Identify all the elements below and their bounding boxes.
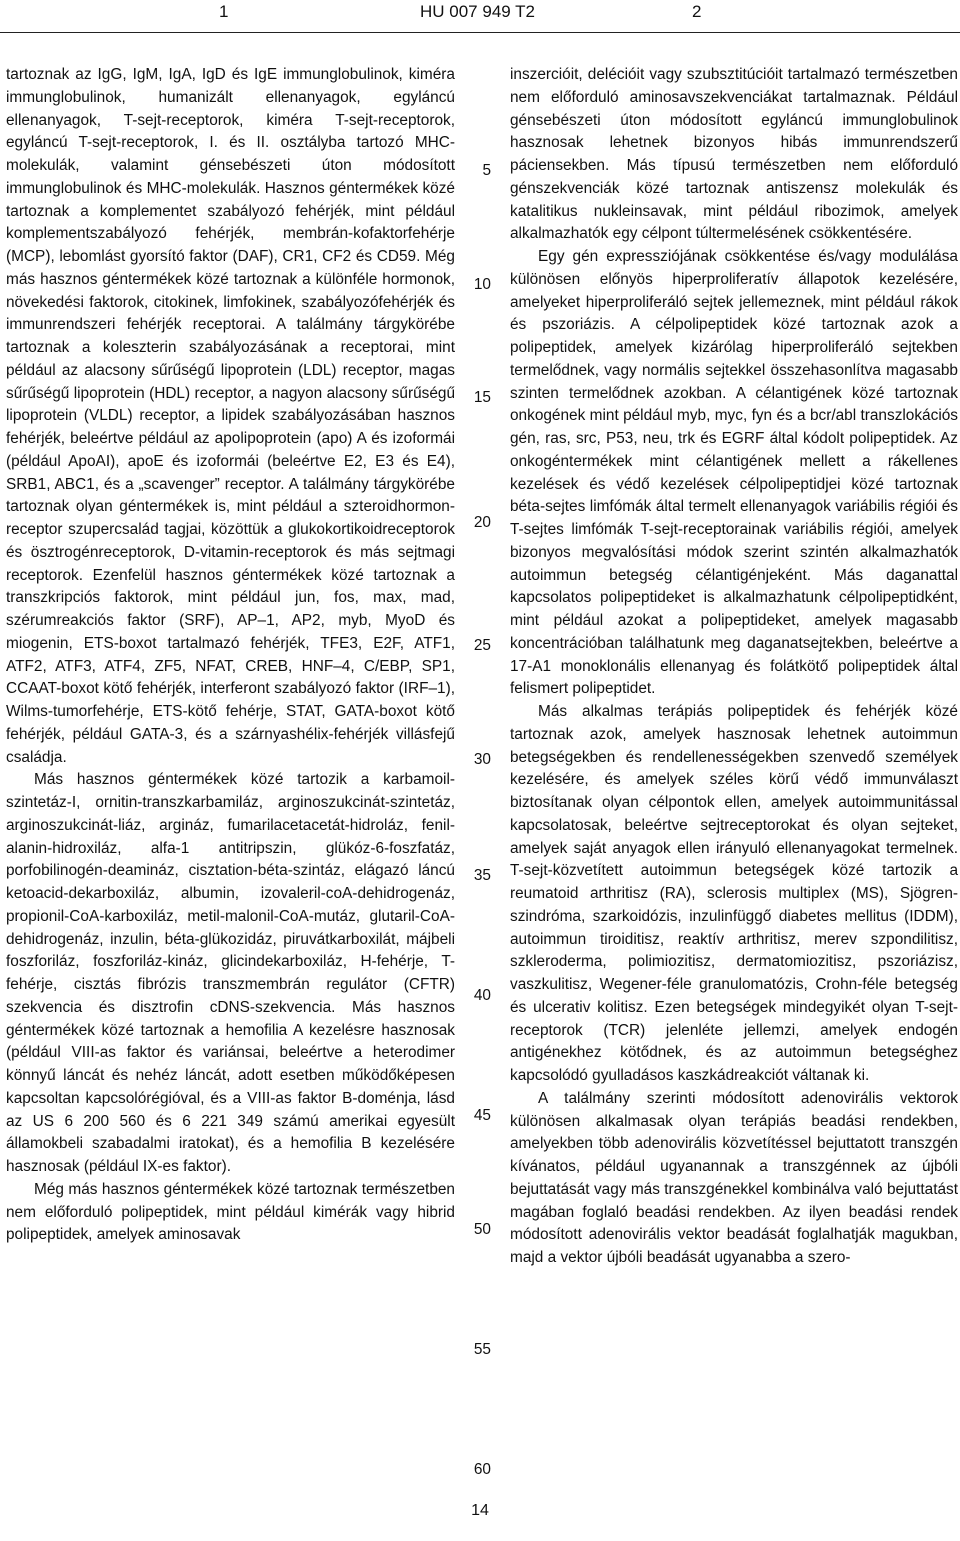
line-number: 30	[473, 751, 491, 768]
header-patent-number: HU 007 949 T2	[420, 2, 535, 21]
line-number: 45	[473, 1107, 491, 1124]
line-number: 5	[482, 162, 491, 179]
line-number: 35	[473, 867, 491, 884]
right-paragraph-2: Egy gén expressziójának csökkentése és/vagy modulálása különösen előnyös hiperproliferatív állapotok kezelésére, amelyeket hiperproliferáló sejtek jellemeznek, mint például rákok és pszoriázis. A célpolipeptidek közé tartoznak azok a polipeptidek, amelyek kizárólag hiperproliferáló sejtekben termelődnek, vagy normális sejtekkel összehasonlítva magasabb szinten termelődnek azokban. A célantigének közé tartoznak onkogének mint például myb, myc, fyn és a bcr/abl transzlokációs gén, ras, src, P53, neu, trk és EGRF által kódolt polipeptidek. Az onkogéntermékek mint célantigének mellett a rákellenes kezelések és védő kezelések célpolipeptidjei közé tartoznak béta-sejtes limfómák által termelt ellenanyagok variábilis régiói és T-sejtes limfómák T-sejt-receptorainak variábilis régiói, amelyek bizonyos megvalósítási módok szerint szintén alkalmazhatók autoimmun betegség célantigénjeként. Más daganattal kapcsolatos polipeptideket is alkalmazhatunk célpolipeptidként, mint például azokat a polipeptideket, amelyek magasabb koncentrációban találhatunk meg daganatsejtekben, beleértve a 17-A1 monoklonális ellenanyag és folátkötő polipeptidek által felismert polipeptidet.	[510, 248, 958, 698]
line-number: 50	[473, 1221, 491, 1238]
line-number: 55	[473, 1341, 491, 1358]
right-paragraph-1: inszercióit, delécióit vagy szubsztitúcióit tartalmazó természetben nem előforduló aminosavszekvenciákat tartalmaznak. Például génsebészeti úton módosított egyláncú immunglobulinok hasznosak lehetnek bizonyos hibás immunrendszerű páciensekben. Más típusú természetben nem előforduló génszekvenciák közé tartoznak antiszensz molekulák és katalitikus nukleinsavak, mint például ribozimok, amelyek alkalmazhatók egy célpont túltermelésének csökkentésére.	[510, 66, 958, 243]
header-right-number: 2	[692, 2, 702, 21]
right-paragraph-3: Más alkalmas terápiás polipeptidek és fehérjék közé tartoznak azok, amelyek hasznosak lehetnek autoimmun betegségekben és rendellenességekben szenvedő személyek kezelésére, és amelyek széles körű védő immunválaszt biztosítanak olyan célpontok ellen, amelyek autoimmunitással kapcsolatosak, beleértve sejtreceptorokat és olyan sejteket, amelyek saját anyagok ellen irányuló ellenanyagokat termelnek. T-sejt-közvetített autoimmun betegségek közé tartozik a reumatoid arthritisz (RA), sclerosis multiplex (MS), Sjögren-szindróma, szarkoidózis, inzulinfüggő diabetes mellitus (IDDM), autoimmun tiroiditisz, reaktív arthritisz, merev szpondilitisz, szkleroderma, polimiozitisz, dermatomiozitisz, pszoriázisz, vaszkulitisz, Wegener-féle granulomatózis, Crohn-féle betegség és ulcerativ kolitisz. Ezen betegségek mindegyikét olyan T-sejt-receptorok (TCR) jelenléte jellemzi, amelyek endogén antigénekhez kötődnek, és az autoimmun betegséghez kapcsolódó gyulladásos kaszkádreakciót váltanak ki.	[510, 703, 958, 1084]
page-number: 14	[471, 1502, 489, 1519]
line-number: 10	[473, 276, 491, 293]
left-paragraph-2: Más hasznos géntermékek közé tartozik a karbamoil-szintetáz-I, ornitin-transzkarbamiláz, arginoszukcinát-szintetáz, arginoszukcinát-liáz, argináz, fumarilacetacetát-hidroláz, fenil-alanin-hidroxiláz, alfa-1 antitripszin, glükóz-6-foszfatáz, porfobilinogén-deamináz, cisztation-béta-szintáz, elágazó láncú ketoacid-dekarboxiláz, albumin, izovaleril-coA-dehidrogenáz, propionil-CoA-karboxiláz, metil-malonil-CoA-mutáz, glutaril-CoA-dehidrogenáz, inzulin, béta-glükozidáz, piruvátkarboxilát, májbeli foszforiláz, foszforiláz-kináz, glicindekarboxiláz, H-fehérje, T-fehérje, cisztás fibrózis transzmembrán regulátor (CFTR) szekvencia és disztrofin cDNS-szekvencia. Más hasznos géntermékek közé tartoznak a hemofilia A kezelésre hasznosak (például VIII-as faktor és variánsai, beleértve a heterodimer könnyű láncát és nehéz láncát, adott esetben működőképesen kapcsoltan kapcsolórégióval, és a VIII-as faktor B-doménja, lásd az US 6 200 560 és 6 221 349 számú amerikai egyesült államokbeli szabadalmi iratokat), és a hemofilia B kezelésére hasznosak (például IX-es faktor).	[6, 771, 455, 1175]
left-paragraph-3: Még más hasznos géntermékek közé tartoznak természetben nem előforduló polipeptidek, mint például kimérák vagy hibrid polipeptidek, amelyek aminosavak	[6, 1180, 455, 1244]
header-rule	[0, 32, 960, 33]
left-column	[6, 64, 455, 1247]
right-paragraph-4: A találmány szerinti módosított adenovirális vektorok különösen alkalmasak olyan terápiás beadási rendekben, amelyekben több adenovirális közvetítéssel bejuttatott transzgén kívánatos, például ugyanannak a transzgénnek az újbóli bejuttatását vagy más transzgénekkel kombinálva való bejuttatást magában foglaló beadási rendekben. Az ilyen beadási rendek módosított adenovirális vektor beadását foglalhatják magukban, majd a vektor újbóli beadását ugyanabba a szero-	[510, 1089, 958, 1266]
line-number: 15	[473, 389, 491, 406]
line-number: 60	[473, 1461, 491, 1478]
header-left-number: 1	[219, 2, 229, 21]
line-number: 20	[473, 514, 491, 531]
right-column	[510, 64, 958, 1270]
line-number: 25	[473, 637, 491, 654]
left-paragraph-1: tartoznak az IgG, IgM, IgA, IgD és IgE immunglobulinok, kiméra immunglobulinok, humanizált ellenanyagok, egyláncú ellenanyagok, T-sejt-receptorok, kiméra T-sejt-receptorok, egyláncú T-sejt-receptorok, I. és II. osztályba tartozó MHC-molekulák, valamint génsebészeti úton módosított immunglobulinok és MHC-molekulák. Hasznos géntermékek közé tartoznak a komplementet szabályozó fehérjék, mint például komplementszabályozó fehérjék, membrán-kofaktorfehérje (MCP), lebomlást gyorsító faktor (DAF), CR1, CF2 és CD59. Még más hasznos géntermékek közé tartoznak a különféle hormonok, növekedési faktorok, citokinek, limfokinek, szabályozófehérjék és immunrendszeri fehérjék receptorai. A találmány tárgykörébe tartoznak a koleszterin szabályozásának a receptorai, mint például az alacsony sűrűségű lipoprotein (LDL) receptor, magas sűrűségű lipoprotein (HDL) receptor, a nagyon alacsony sűrűségű lipoprotein (VLDL) receptor, a lipidek szabályozásában hasznos fehérjék, beleértve például az apolipoprotein (apo) A és izoformái (például ApoAI), apoE és izoformái (beleértve E2, E3 és E4), SRB1, ABC1, és a „scavenger” receptor. A találmány tárgykörébe tartoznak olyan géntermékek is, mint például a szteroidhormon-receptor szupercsalád tagjai, közöttük a glukokortikoidreceptorok és ösztrogénreceptorok, D-vitamin-receptorok és más sejtmagi receptorok. Ezenfelül hasznos géntermékek közé tartoznak a transzkripciós faktorok, mint például jun, fos, max, mad, szérumreakciós faktor (SRF), AP–1, AP2, myb, MyoD és miogenin, ETS-boxot tartalmazó fehérjék, TFE3, E2F, ATF1, ATF2, ATF3, ATF4, ZF5, NFAT, CREB, HNF–4, C/EBP, SP1, CCAAT-boxot kötő fehérjék, interferont szabályozó faktor (IRF–1), Wilms-tumorfehérje, ETS-kötő fehérje, STAT, GATA-boxot kötő fehérjék, például GATA-3, és a szárnyashélix-fehérjék villásfejű családja.	[6, 66, 455, 766]
line-number: 40	[473, 987, 491, 1004]
